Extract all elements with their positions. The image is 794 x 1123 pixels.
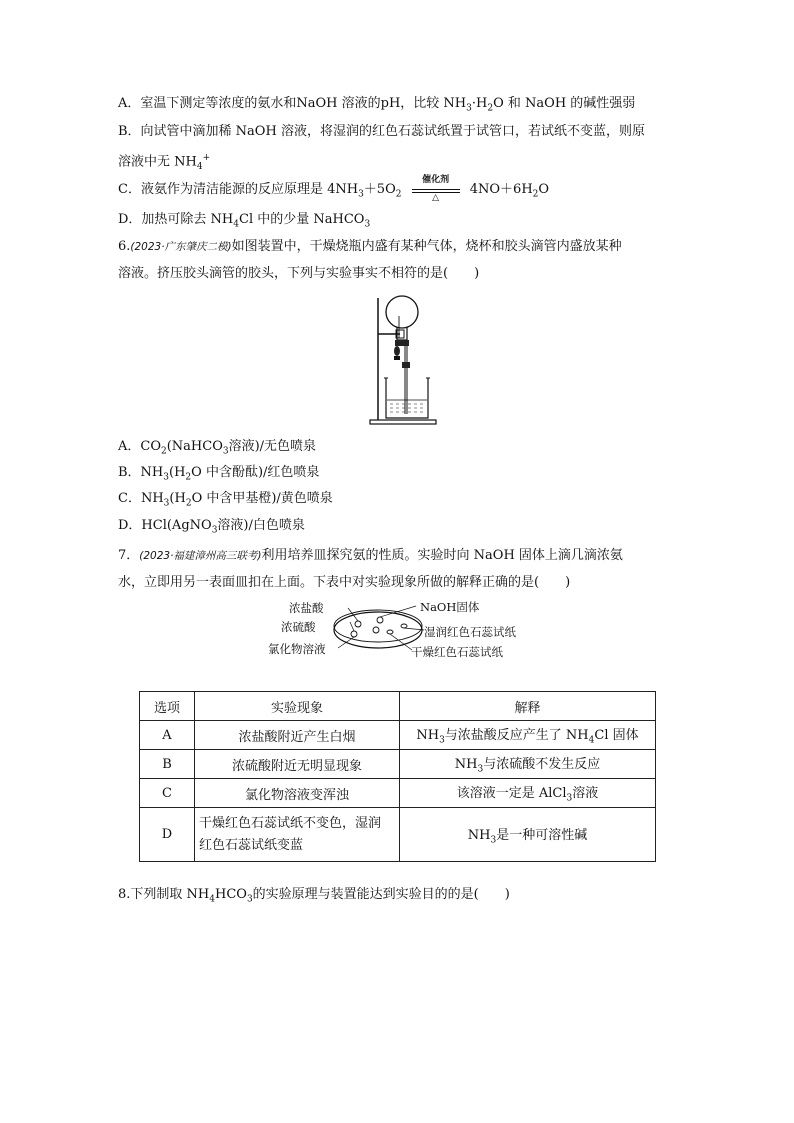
cell-phenomenon: 浓盐酸附近产生白烟 xyxy=(195,721,400,750)
label-chloride-solution: 氯化物溶液 xyxy=(268,642,326,656)
col-header-option: 选项 xyxy=(140,692,195,721)
cell-phenomenon: 氯化物溶液变浑浊 xyxy=(195,779,400,808)
q5-option-d: D．加热可除去 $NH_4Cl$ 中的少量 NaHCO$_3$ xyxy=(118,212,371,230)
q7-stem-line2: 水，立即用另一表面皿扣在上面。下表中对实验现象所做的解释正确的是( ) xyxy=(118,575,571,590)
label-conc-hcl: 浓盐酸 xyxy=(289,601,324,615)
label-naoh-solid: NaOH固体 xyxy=(420,600,480,614)
q5-option-b-line2: 溶液中无 $NH_4^+$ xyxy=(118,153,211,172)
q6-option-d: D．HCl(AgNO$_3$溶液)/白色喷泉 xyxy=(118,518,305,536)
reaction-condition-arrow: 催化剂 △ xyxy=(410,183,462,197)
table-header-row xyxy=(140,692,656,721)
cell-explanation: $NH_3$与浓盐酸反应产生了 $NH_4Cl$ 固体 xyxy=(400,721,656,750)
table-row xyxy=(140,721,656,750)
cell-explanation: 该溶液一定是 AlCl$_3$溶液 xyxy=(400,779,656,808)
table-row xyxy=(140,808,656,862)
q6-stem-line1: 6.(2023·广东肇庆二模)如图装置中，干燥烧瓶内盛有某种气体，烧杯和胶头滴管内盛放某种 xyxy=(118,239,622,254)
q5-option-a: A．室温下测定等浓度的氨水和NaOH 溶液的pH，比较 $NH_3\cdot H_2O$ 和 NaOH 的碱性强弱 xyxy=(118,96,636,114)
label-conc-h2so4: 浓硫酸 xyxy=(281,620,316,634)
table-row xyxy=(140,779,656,808)
cell-phenomenon: 干燥红色石蕊试纸不变色，湿润 红色石蕊试纸变蓝 xyxy=(195,808,400,862)
q6-option-a: A．$CO_2(NaHCO_3$溶液)/无色喷泉 xyxy=(118,439,317,457)
fountain-apparatus-figure xyxy=(362,290,442,430)
cell-explanation: $NH_3$与浓硫酸不发生反应 xyxy=(400,750,656,779)
cell-option: A xyxy=(140,721,195,750)
table-row xyxy=(140,750,656,779)
col-header-phenomenon: 实验现象 xyxy=(195,692,400,721)
q6-option-b: B．$NH_3(H_2O$ 中含酚酞)/红色喷泉 xyxy=(118,465,320,483)
q5-option-c: C．液氨作为清洁能源的反应原理是 $4NH_3+5O_2$ 催化剂 △ $4NO+6H_2O$ xyxy=(118,174,550,203)
col-header-explanation: 解释 xyxy=(400,692,656,721)
experiment-table xyxy=(139,691,656,862)
label-wet-litmus: 湿润红色石蕊试纸 xyxy=(424,625,516,639)
cell-option: B xyxy=(140,750,195,779)
cell-option: D xyxy=(140,808,195,862)
cell-phenomenon: 浓硫酸附近无明显现象 xyxy=(195,750,400,779)
cell-option: C xyxy=(140,779,195,808)
q7-stem-line1: 7．(2023·福建漳州高三联考)利用培养皿探究氨的性质。实验时向 NaOH 固体上滴几滴浓氨 xyxy=(118,548,623,563)
q5-option-b-line1: B．向试管中滴加稀 NaOH 溶液，将湿润的红色石蕊试纸置于试管口，若试纸不变蓝，则原 xyxy=(118,124,645,139)
q6-option-c: C．$NH_3(H_2O$ 中含甲基橙)/黄色喷泉 xyxy=(118,491,333,509)
q8-stem: 8.下列制取 $NH_4HCO_3$的实验原理与装置能达到实验目的的是( ) xyxy=(118,887,510,905)
label-dry-litmus: 干燥红色石蕊试纸 xyxy=(411,645,503,659)
cell-explanation: $NH_3$是一种可溶性碱 xyxy=(400,808,656,862)
q6-stem-line2: 溶液。挤压胶头滴管的胶头，下列与实验事实不相符的是( ) xyxy=(118,266,480,281)
